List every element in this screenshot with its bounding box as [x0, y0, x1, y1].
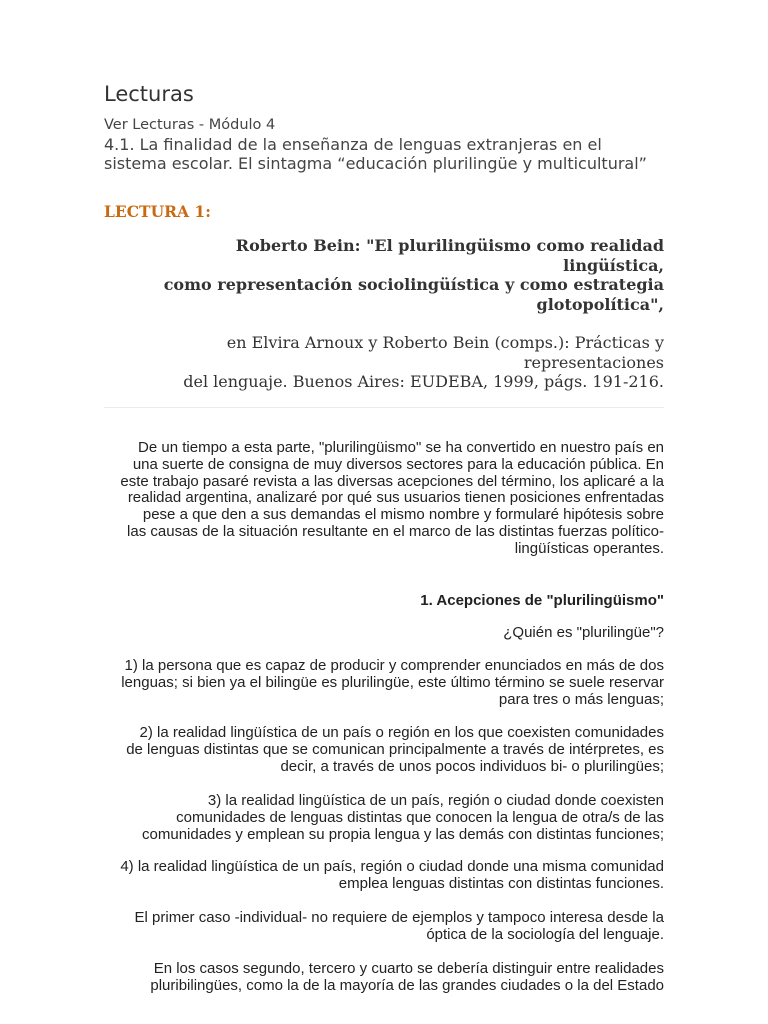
- paragraph-line: emplea lenguas distintas con distintas funciones.: [338, 874, 664, 892]
- paragraph-line: para tres o más lenguas;: [498, 690, 664, 708]
- paragraph-line: pluribilingües, como la de la mayoría de las grandes ciudades o la del Estado: [150, 976, 664, 994]
- divider: [104, 407, 664, 408]
- paragraph-line: una suerte de consigna de muy diversos sectores para la educación pública. En: [132, 455, 664, 473]
- paragraph-line: realidad argentina, analizaré por qué sus usuarios tienen posiciones enfrentadas: [127, 489, 664, 507]
- paragraph-line: las causas de la situación resultante en el marco de las distintas fuerzas político-: [127, 522, 664, 540]
- module-link[interactable]: Ver Lecturas - Módulo 4: [104, 117, 276, 133]
- paragraph-line: pese a que den a sus demandas el mismo nombre y formularé hipótesis sobre: [142, 506, 664, 524]
- reading-title-line: Roberto Bein: "El plurilingüismo como realidad: [235, 236, 664, 255]
- reading-source: [104, 333, 664, 392]
- paragraph-line: de lenguas distintas que se comunican principalmente a través de intérpretes, es: [126, 740, 664, 758]
- reading-source-line: representaciones: [523, 352, 664, 372]
- lectura-label: LECTURA 1:: [104, 202, 211, 221]
- paragraph-line: comunidades de lenguas distintas que conocen la lengua de otra/s de las: [176, 808, 664, 826]
- reading-source-line: del lenguaje. Buenos Aires: EUDEBA, 1999, págs. 191-216.: [183, 372, 664, 391]
- item-3-paragraph: [104, 793, 664, 843]
- paragraph-line: decir, a través de unos pocos individuos bi- o plurilingües;: [280, 757, 664, 775]
- page-title: Lecturas: [104, 82, 194, 106]
- paragraph-line: De un tiempo a esta parte, "plurilingüismo" se ha convertido en nuestro país en: [138, 439, 664, 456]
- paragraph-line: 3) la realidad lingüística de un país, región o ciudad donde coexisten: [207, 792, 664, 809]
- paragraph-line: 4) la realidad lingüística de un país, región o ciudad donde una misma comunidad: [120, 858, 664, 875]
- intro-paragraph: [104, 440, 664, 558]
- paragraph-line: 2) la realidad lingüística de un país o región en los que coexisten comunidades: [139, 724, 664, 741]
- paragraph-line: comunidades y emplean su propia lengua y las demás con distintas funciones;: [142, 825, 664, 843]
- paragraph-line: este trabajo pasaré revista a las diversas acepciones del término, los aplicaré a la: [120, 472, 664, 490]
- paragraph-line: 1) la persona que es capaz de producir y comprender enunciados en más de dos: [124, 657, 664, 674]
- module-heading: 4.1. La finalidad de la enseñanza de lenguas extranjeras en el sistema escolar. El sintagma “educación plurilingüe y multicultural”: [104, 135, 647, 173]
- reading-title-line: lingüística,: [563, 255, 664, 275]
- reading-source-line: en Elvira Arnoux y Roberto Bein (comps.): Prácticas y: [226, 333, 664, 352]
- paragraph-line: lenguas; si bien ya el bilingüe es plurilingüe, este último término se suele reservar: [121, 673, 664, 691]
- paragraph-line: óptica de la sociología del lenguaje.: [426, 925, 664, 943]
- reading-title-line: como representación sociolingüística y como estrategia: [163, 275, 664, 294]
- question-paragraph: [104, 625, 664, 642]
- section-heading: 1. Acepciones de "plurilingüismo": [420, 592, 664, 609]
- other-cases-paragraph: [104, 961, 664, 995]
- paragraph-line: En los casos segundo, tercero y cuarto se debería distinguir entre realidades: [153, 960, 664, 977]
- paragraph-line: ¿Quién es "plurilingüe"?: [503, 624, 664, 641]
- first-case-paragraph: [104, 910, 664, 944]
- paragraph-line: El primer caso -individual- no requiere de ejemplos y tampoco interesa desde la: [134, 909, 664, 926]
- item-1-paragraph: [104, 658, 664, 708]
- item-2-paragraph: [104, 725, 664, 775]
- item-4-paragraph: [104, 859, 664, 893]
- reading-title-line: glotopolítica",: [536, 294, 664, 314]
- reading-title: [104, 236, 664, 314]
- paragraph-line: lingüísticas operantes.: [514, 539, 664, 557]
